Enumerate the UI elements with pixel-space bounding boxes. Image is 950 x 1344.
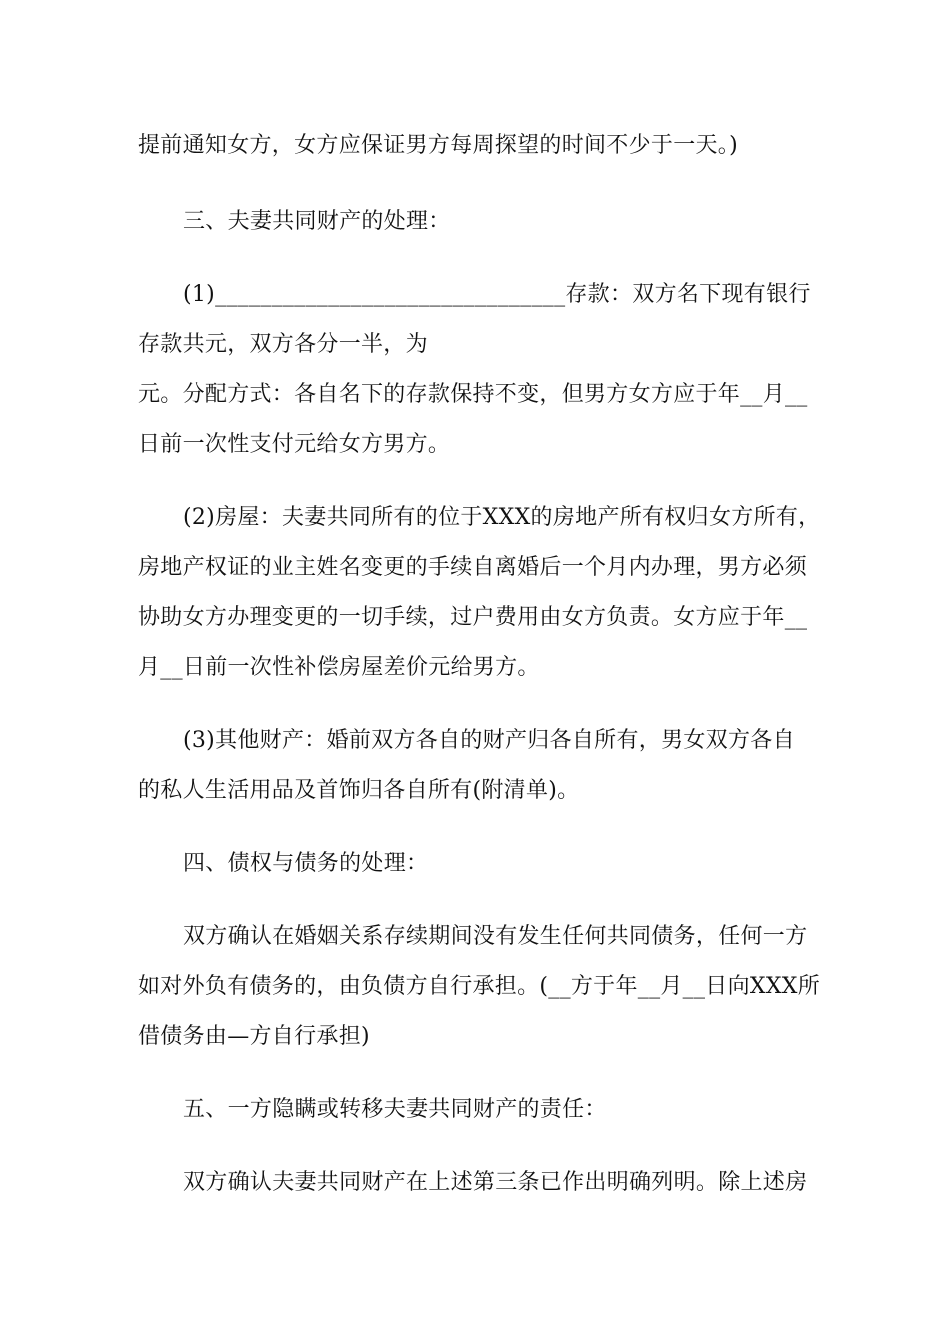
paragraph-line: 元。分配方式：各自名下的存款保持不变，但男方女方应于年__月__ — [138, 382, 808, 407]
paragraph-line: 双方确认在婚姻关系存续期间没有发生任何共同债务，任何一方 — [183, 924, 808, 949]
paragraph-line: 日前一次性支付元给女方男方。 — [138, 432, 451, 457]
paragraph-line: 月__日前一次性补偿房屋差价元给男方。 — [138, 655, 540, 680]
section-heading: 四、债权与债务的处理： — [183, 851, 429, 876]
paragraph-line: 提前通知女方，女方应保证男方每周探望的时间不少于一天。) — [138, 133, 738, 158]
paragraph-line: 双方确认夫妻共同财产在上述第三条已作出明确列明。除上述房 — [183, 1170, 808, 1195]
paragraph-line: 房地产权证的业主姓名变更的手续自离婚后一个月内办理，男方必须 — [138, 555, 808, 580]
paragraph-line: 存款共元，双方各分一半，为 — [138, 332, 428, 357]
section-heading: 三、夫妻共同财产的处理： — [183, 209, 451, 234]
paragraph-line: 协助女方办理变更的一切手续，过户费用由女方负责。女方应于年__ — [138, 605, 808, 630]
paragraph-line: (2)房屋：夫妻共同所有的位于XXX的房地产所有权归女方所有， — [183, 505, 821, 530]
paragraph-line: 借债务由—方自行承担) — [138, 1024, 370, 1049]
section-heading: 五、一方隐瞒或转移夫妻共同财产的责任： — [183, 1097, 607, 1122]
paragraph-line: (1)_______________________________存款：双方名下现有银行 — [183, 282, 811, 307]
paragraph-line: 如对外负有债务的，由负债方自行承担。(__方于年__月__日向XXX所 — [138, 974, 821, 999]
paragraph-line: (3)其他财产：婚前双方各自的财产归各自所有，男女双方各自 — [183, 728, 795, 753]
paragraph-line: 的私人生活用品及首饰归各自所有(附清单)。 — [138, 778, 580, 803]
